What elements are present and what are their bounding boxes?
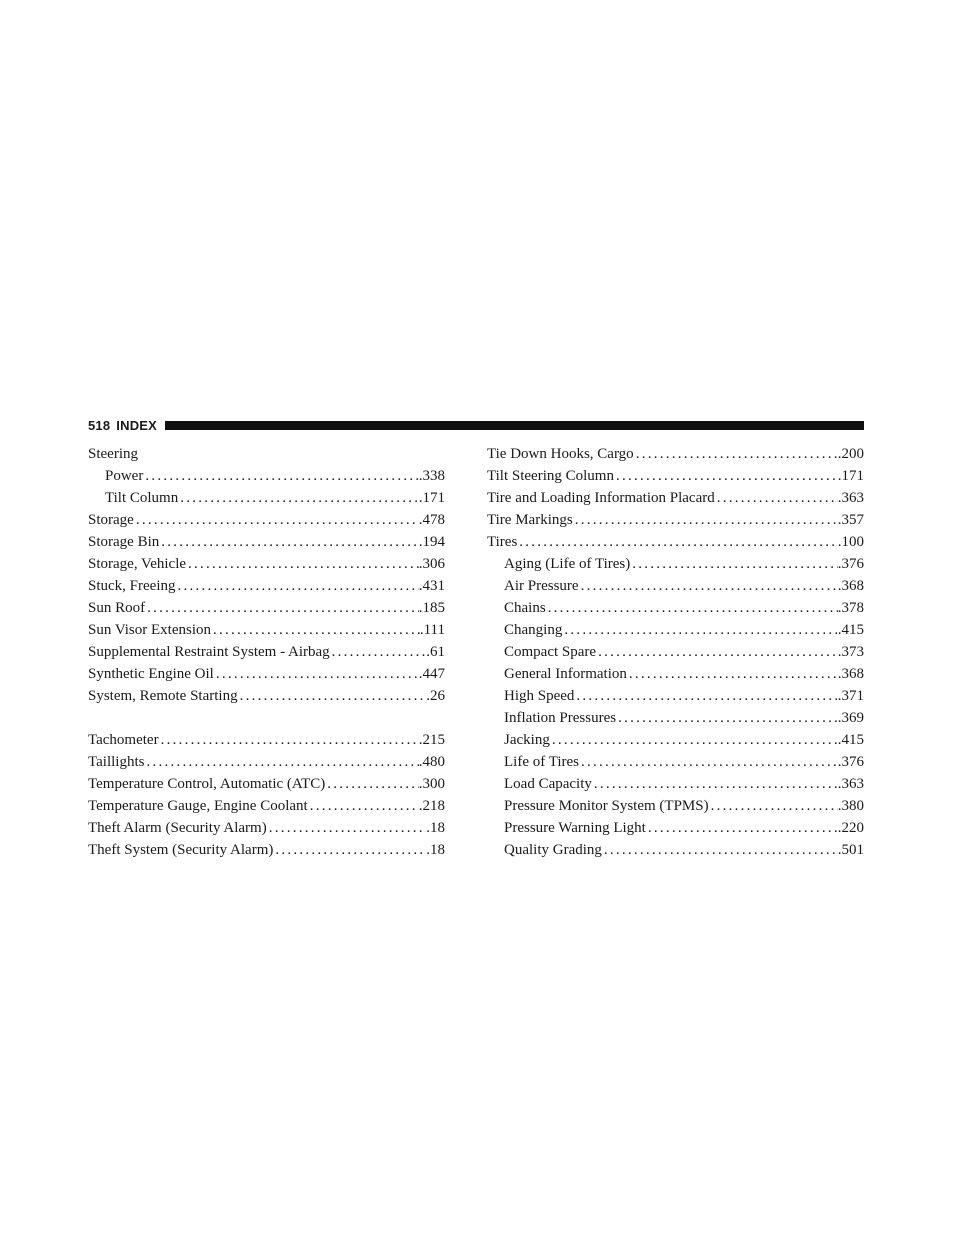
- entry-page: .338: [418, 468, 445, 484]
- index-entry: [88, 751, 445, 773]
- entry-page: .447: [418, 666, 445, 682]
- leader-dots: [517, 531, 837, 553]
- index-entry: [88, 795, 445, 817]
- entry-text: Theft System (Security Alarm): [88, 842, 274, 858]
- leader-dots: [550, 729, 838, 751]
- index-entry: [487, 487, 864, 509]
- leader-dots: [614, 465, 838, 487]
- entry-page: .369: [837, 710, 864, 726]
- entry-text: Compact Spare: [504, 644, 597, 660]
- letter-group-gap: [88, 707, 445, 729]
- leader-dots: [579, 575, 838, 597]
- entry-page: .480: [418, 754, 445, 770]
- index-entry: [88, 531, 445, 553]
- entry-text: Tire and Loading Information Placard: [487, 490, 715, 506]
- index-entry: [88, 619, 445, 641]
- entry-page: .306: [418, 556, 445, 572]
- index-subentry: [487, 707, 864, 729]
- entry-page: .373: [837, 644, 864, 660]
- entry-page: .380: [837, 798, 864, 814]
- leader-dots: [134, 509, 419, 531]
- entry-text: Sun Visor Extension: [88, 622, 211, 638]
- leader-dots: [616, 707, 838, 729]
- entry-page: .478: [418, 512, 445, 528]
- header-rule: [165, 421, 864, 430]
- entry-page: .357: [837, 512, 864, 528]
- leader-dots: [143, 465, 418, 487]
- entry-text: Stuck, Freeing: [88, 578, 176, 594]
- index-subentry: [487, 817, 864, 839]
- entry-text: Life of Tires: [504, 754, 579, 770]
- leader-dots: [592, 773, 838, 795]
- entry-text: Tie Down Hooks, Cargo: [487, 446, 634, 462]
- entry-text: Pressure Monitor System (TPMS): [504, 798, 709, 814]
- leader-dots: [238, 685, 427, 707]
- entry-text: Taillights: [88, 754, 145, 770]
- entry-text: Supplemental Restraint System - Airbag: [88, 644, 330, 660]
- index-subentry: [487, 751, 864, 773]
- leader-dots: [634, 443, 838, 465]
- leader-dots: [176, 575, 419, 597]
- entry-page: .18: [426, 842, 445, 858]
- leader-dots: [159, 729, 419, 751]
- leader-dots: [178, 487, 419, 509]
- entry-page: .376: [837, 556, 864, 572]
- entry-text: Jacking: [504, 732, 550, 748]
- index-entry: [88, 641, 445, 663]
- leader-dots: [214, 663, 419, 685]
- index-entry: [88, 685, 445, 707]
- entry-text: Temperature Control, Automatic (ATC): [88, 776, 326, 792]
- leader-dots: [715, 487, 838, 509]
- entry-page: .100: [837, 534, 864, 550]
- entry-text: Theft Alarm (Security Alarm): [88, 820, 267, 836]
- entry-page: .378: [837, 600, 864, 616]
- leader-dots: [325, 773, 419, 795]
- entry-page: .215: [418, 732, 445, 748]
- entry-page: .368: [837, 666, 864, 682]
- leader-dots: [273, 839, 426, 861]
- entry-text: Tachometer: [88, 732, 159, 748]
- entry-page: .501: [837, 842, 864, 858]
- leader-dots: [627, 663, 838, 685]
- index-subentry: [487, 575, 864, 597]
- leader-dots: [562, 619, 837, 641]
- entry-page: .200: [837, 446, 864, 462]
- entry-text: Tilt Column: [105, 490, 179, 506]
- entry-page: .371: [837, 688, 864, 704]
- index-entry: [88, 509, 445, 531]
- index-entry: [88, 597, 445, 619]
- index-entry: [88, 729, 445, 751]
- entry-page: .300: [418, 776, 445, 792]
- entry-text: Storage, Vehicle: [88, 556, 187, 572]
- leader-dots: [573, 509, 838, 531]
- index-column-left: [88, 443, 445, 861]
- index-subentry: [487, 729, 864, 751]
- leader-dots: [630, 553, 838, 575]
- leader-dots: [186, 553, 419, 575]
- index-subentry: [487, 553, 864, 575]
- leader-dots: [574, 685, 837, 707]
- leader-dots: [330, 641, 427, 663]
- entry-text: Pressure Warning Light: [504, 820, 646, 836]
- index-subentry: [487, 597, 864, 619]
- index-subentry: [88, 487, 445, 509]
- index-column-right: [487, 443, 864, 861]
- entry-page: .26: [426, 688, 445, 704]
- index-subentry: [487, 773, 864, 795]
- index-subentry: [487, 619, 864, 641]
- index-entry: [88, 575, 445, 597]
- entry-text: Tire Markings: [487, 512, 573, 528]
- leader-dots: [602, 839, 838, 861]
- entry-text: Chains: [504, 600, 546, 616]
- section-title: INDEX: [116, 417, 158, 433]
- entry-text: Load Capacity: [504, 776, 592, 792]
- index-entry: [88, 817, 445, 839]
- entry-text: Air Pressure: [504, 578, 579, 594]
- entry-page: .171: [418, 490, 445, 506]
- entry-page: .376: [837, 754, 864, 770]
- entry-text: Changing: [504, 622, 563, 638]
- entry-text: Steering: [88, 446, 138, 462]
- entry-page: .415: [837, 732, 864, 748]
- index-entry: [88, 443, 445, 465]
- entry-page: .171: [837, 468, 864, 484]
- entry-text: General Information: [504, 666, 627, 682]
- index-subentry: [487, 663, 864, 685]
- leader-dots: [267, 817, 427, 839]
- index-entry: [88, 553, 445, 575]
- entry-text: Aging (Life of Tires): [504, 556, 631, 572]
- leader-dots: [211, 619, 420, 641]
- index-entry: [487, 509, 864, 531]
- leader-dots: [144, 751, 418, 773]
- leader-dots: [145, 597, 419, 619]
- leader-dots: [646, 817, 838, 839]
- entry-page: .111: [419, 622, 445, 638]
- leader-dots: [159, 531, 419, 553]
- entry-page: .18: [426, 820, 445, 836]
- entry-text: System, Remote Starting: [88, 688, 238, 704]
- entry-text: Tires: [487, 534, 518, 550]
- index-entry: [487, 443, 864, 465]
- entry-text: Tilt Steering Column: [487, 468, 614, 484]
- entry-text: Sun Roof: [88, 600, 146, 616]
- entry-page: .368: [837, 578, 864, 594]
- entry-text: Quality Grading: [504, 842, 602, 858]
- entry-page: .363: [837, 776, 864, 792]
- page-number: 518: [88, 417, 111, 433]
- entry-page: .185: [418, 600, 445, 616]
- entry-text: Inflation Pressures: [504, 710, 617, 726]
- index-entry: [487, 531, 864, 553]
- index-subentry: [487, 795, 864, 817]
- index-entry: [487, 465, 864, 487]
- index-entry: [88, 663, 445, 685]
- entry-page: .220: [837, 820, 864, 836]
- page-header: [88, 414, 864, 436]
- entry-page: .431: [418, 578, 445, 594]
- entry-text: High Speed: [504, 688, 575, 704]
- leader-dots: [308, 795, 419, 817]
- entry-page: .415: [837, 622, 864, 638]
- leader-dots: [579, 751, 838, 773]
- leader-dots: [596, 641, 838, 663]
- index-subentry: [88, 465, 445, 487]
- leader-dots: [546, 597, 838, 619]
- index-subentry: [487, 685, 864, 707]
- entry-text: Synthetic Engine Oil: [88, 666, 214, 682]
- entry-page: .194: [418, 534, 445, 550]
- leader-dots: [709, 795, 838, 817]
- entry-text: Power: [105, 468, 144, 484]
- entry-page: .218: [418, 798, 445, 814]
- entry-text: Storage Bin: [88, 534, 160, 550]
- index-entry: [88, 839, 445, 861]
- entry-page: .61: [426, 644, 445, 660]
- entry-page: .363: [837, 490, 864, 506]
- index-subentry: [487, 641, 864, 663]
- index-entry: [88, 773, 445, 795]
- entry-text: Temperature Gauge, Engine Coolant: [88, 798, 308, 814]
- entry-text: Storage: [88, 512, 134, 528]
- index-subentry: [487, 839, 864, 861]
- header-label: [88, 418, 157, 433]
